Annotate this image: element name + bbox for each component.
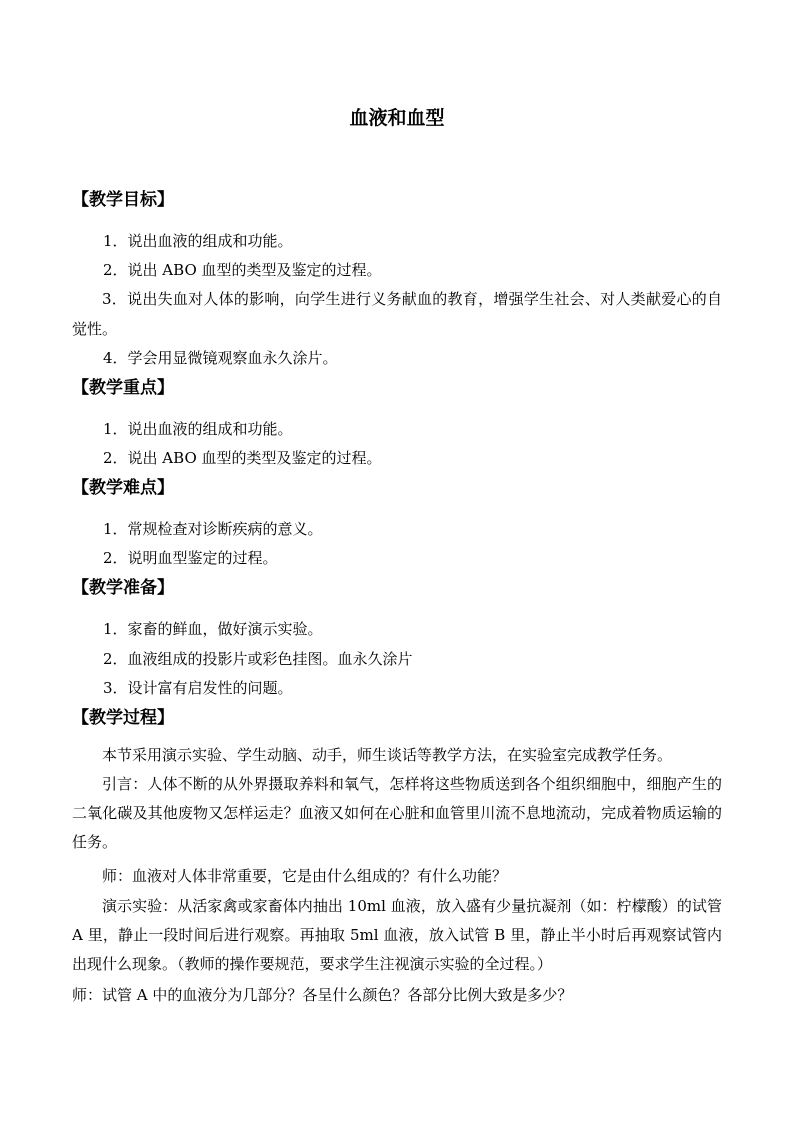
objectives-heading: 【教学目标】	[72, 190, 174, 210]
process-paragraph: 师：试管 A 中的血液分为几部分？各呈什么颜色？各部分比例大致是多少？	[72, 986, 573, 1004]
key-point-item: 1．说出血液的组成和功能。	[103, 420, 293, 438]
objective-item: 1．说出血液的组成和功能。	[103, 232, 293, 250]
key-points-heading: 【教学重点】	[72, 378, 174, 398]
difficulties-heading: 【教学难点】	[72, 478, 174, 498]
objective-item: 2．说出 ABO 血型的类型及鉴定的过程。	[103, 261, 382, 279]
preparation-heading: 【教学准备】	[72, 578, 174, 598]
document-title: 血液和血型	[349, 107, 445, 129]
preparation-item: 2．血液组成的投影片或彩色挂图。血永久涂片	[103, 650, 413, 668]
objective-item: 4．学会用显微镜观察血永久涂片。	[103, 349, 338, 367]
preparation-item: 1．家畜的鲜血，做好演示实验。	[103, 620, 323, 638]
process-heading: 【教学过程】	[72, 708, 174, 728]
process-paragraph: 师：血液对人体非常重要，它是由什么组成的？有什么功能？	[102, 867, 508, 885]
difficulty-item: 1．常规检查对诊断疾病的意义。	[103, 520, 323, 538]
process-paragraph: 本节采用演示实验、学生动脑、动手，师生谈话等教学方法，在实验室完成教学任务。	[102, 746, 673, 764]
preparation-item: 3．设计富有启发性的问题。	[103, 679, 293, 697]
difficulty-item: 2．说明血型鉴定的过程。	[103, 549, 278, 567]
key-point-item: 2．说出 ABO 血型的类型及鉴定的过程。	[103, 449, 382, 467]
objective-item: 3．说出失血对人体的影响，向学生进行义务献血的教育，增强学生社会、对人类献爱心的自觉性。	[72, 290, 722, 338]
process-paragraph: 演示实验：从活家禽或家畜体内抽出 10ml 血液，放入盛有少量抗凝剂（如：柠檬酸）的试管 A 里，静止一段时间后进行观察。再抽取 5ml 血液，放入试管 B 里，静止半小时后再观察试管内出现什么现象。（教师的操作要规范，要求学生注视演示实验的全过程。）	[72, 897, 722, 973]
process-paragraph: 引言：人体不断的从外界摄取养料和氧气，怎样将这些物质送到各个组织细胞中，细胞产生的二氧化碳及其他废物又怎样运走？血液又如何在心脏和血管里川流不息地流动，完成着物质运输的任务。	[72, 775, 722, 851]
